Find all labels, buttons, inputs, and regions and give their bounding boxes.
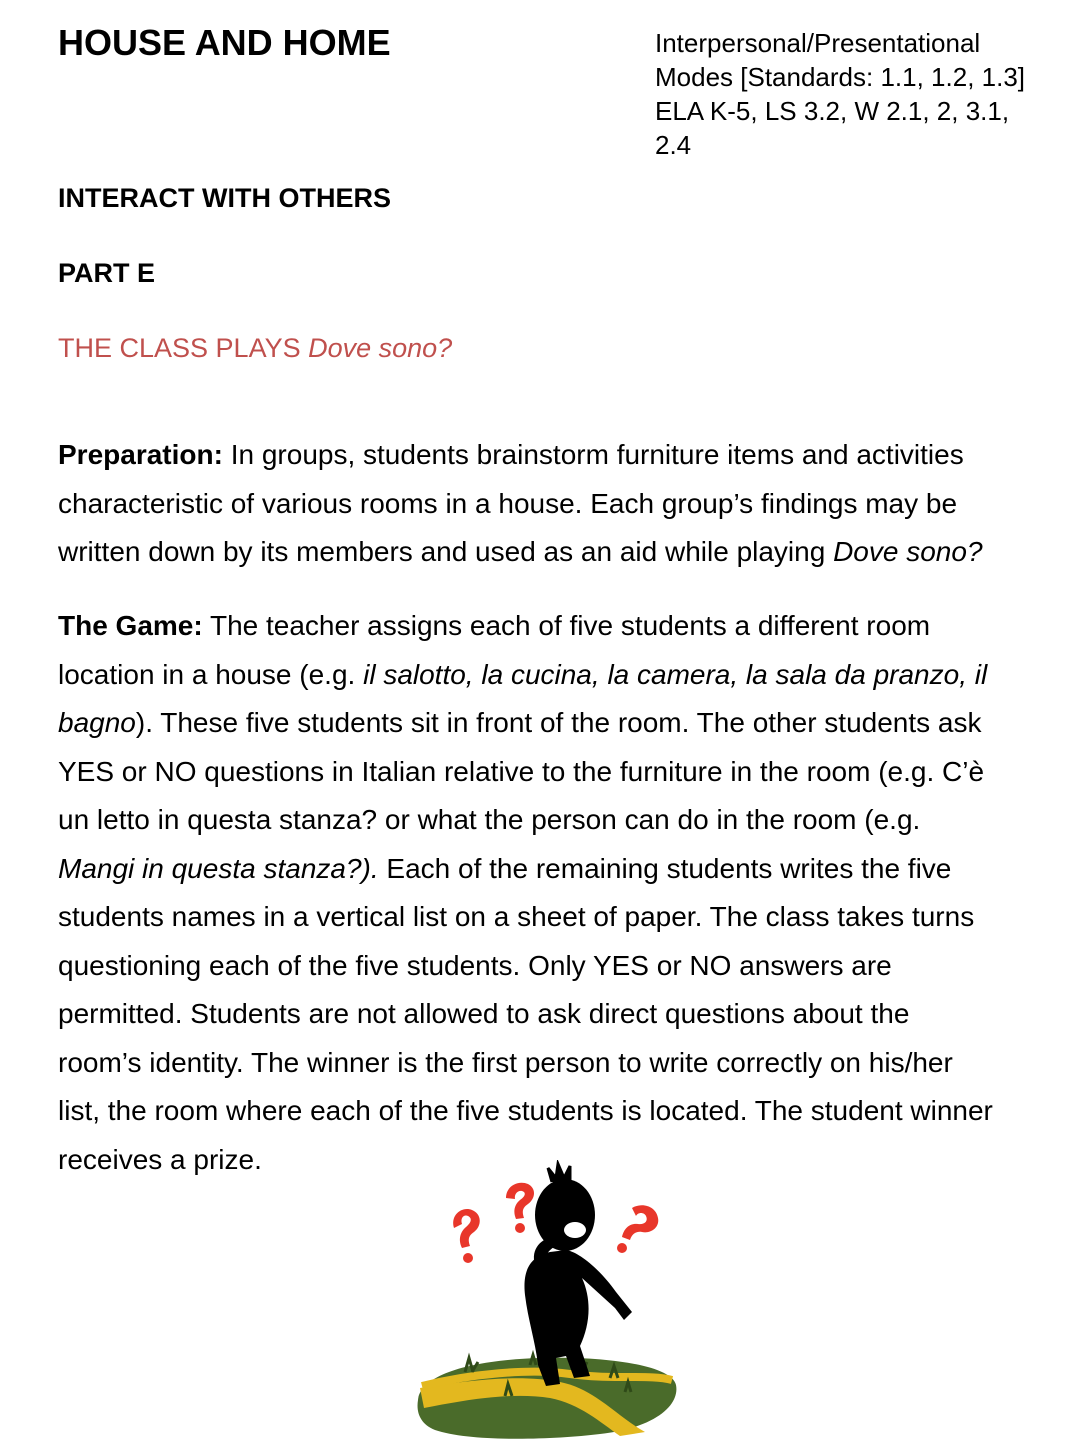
preparation-text: In groups, students brainstorm furniture items and activities	[222, 439, 964, 470]
preparation-line	[58, 528, 1008, 577]
game-text: ). These five students sit in front of the room. The other students ask	[135, 707, 982, 738]
preparation-game-name: Dove sono?	[833, 536, 983, 567]
question-mark-2	[506, 1183, 534, 1219]
confused-person-icon	[410, 1160, 680, 1445]
game-line	[58, 845, 1008, 894]
activity-title-prefix: THE CLASS PLAYS	[58, 333, 309, 363]
preparation-line	[58, 431, 1008, 480]
section-heading: INTERACT WITH OTHERS	[58, 183, 391, 213]
game-line: permitted. Students are not allowed to ask direct questions about the	[58, 998, 910, 1029]
activity-title-game: Dove sono?	[308, 333, 453, 363]
game-line: questioning each of the five students. Only YES or NO answers are	[58, 949, 892, 981]
standards-line: 2.4	[655, 130, 692, 160]
game-text: The teacher assigns each of five students a different room	[202, 610, 931, 641]
game-line: room’s identity. The winner is the first person to write correctly on his/her	[58, 1046, 953, 1078]
activity-title	[58, 333, 452, 364]
standards-block	[655, 26, 1045, 162]
game-label: The Game:	[58, 610, 203, 641]
game-line	[58, 651, 1008, 700]
figure-hair	[548, 1164, 570, 1182]
game-line	[58, 602, 1008, 651]
figure-mouth	[564, 1222, 586, 1238]
game-paragraph	[58, 602, 1008, 1184]
preparation-paragraph	[58, 431, 1008, 577]
game-text: location in a house (e.g.	[58, 658, 364, 690]
game-example-question: Mangi in questa stanza?).	[58, 852, 379, 884]
standards-line: ELA K-5, LS 3.2, W 2.1, 2, 3.1,	[655, 96, 1010, 126]
game-line: YES or NO questions in Italian relative to the furniture in the room (e.g. C’è	[58, 755, 985, 787]
game-room-list: il salotto, la cucina, la camera, la sala da pranzo, il	[363, 658, 988, 690]
game-text: Each of the remaining students writes the five	[378, 852, 952, 884]
game-line	[58, 699, 1008, 748]
game-line: students names in a vertical list on a sheet of paper. The class takes turns	[58, 901, 975, 932]
page-title: HOUSE AND HOME	[58, 22, 391, 63]
part-heading: PART E	[58, 258, 156, 288]
game-room-list: bagno	[58, 707, 136, 738]
question-mark-3	[622, 1205, 658, 1240]
standards-line: Modes [Standards: 1.1, 1.2, 1.3]	[655, 62, 1026, 92]
preparation-text: written down by its members and used as an aid while playing	[58, 536, 834, 567]
game-line: receives a prize.	[58, 1143, 262, 1175]
question-mark-1	[453, 1209, 480, 1248]
game-line: list, the room where each of the five students is located. The student winner	[58, 1095, 993, 1126]
preparation-line: characteristic of various rooms in a house. Each group’s findings may be	[58, 487, 958, 519]
game-line: un letto in questa stanza? or what the person can do in the room (e.g.	[58, 804, 921, 835]
preparation-label: Preparation:	[58, 439, 223, 470]
standards-line: Interpersonal/Presentational	[655, 28, 981, 58]
